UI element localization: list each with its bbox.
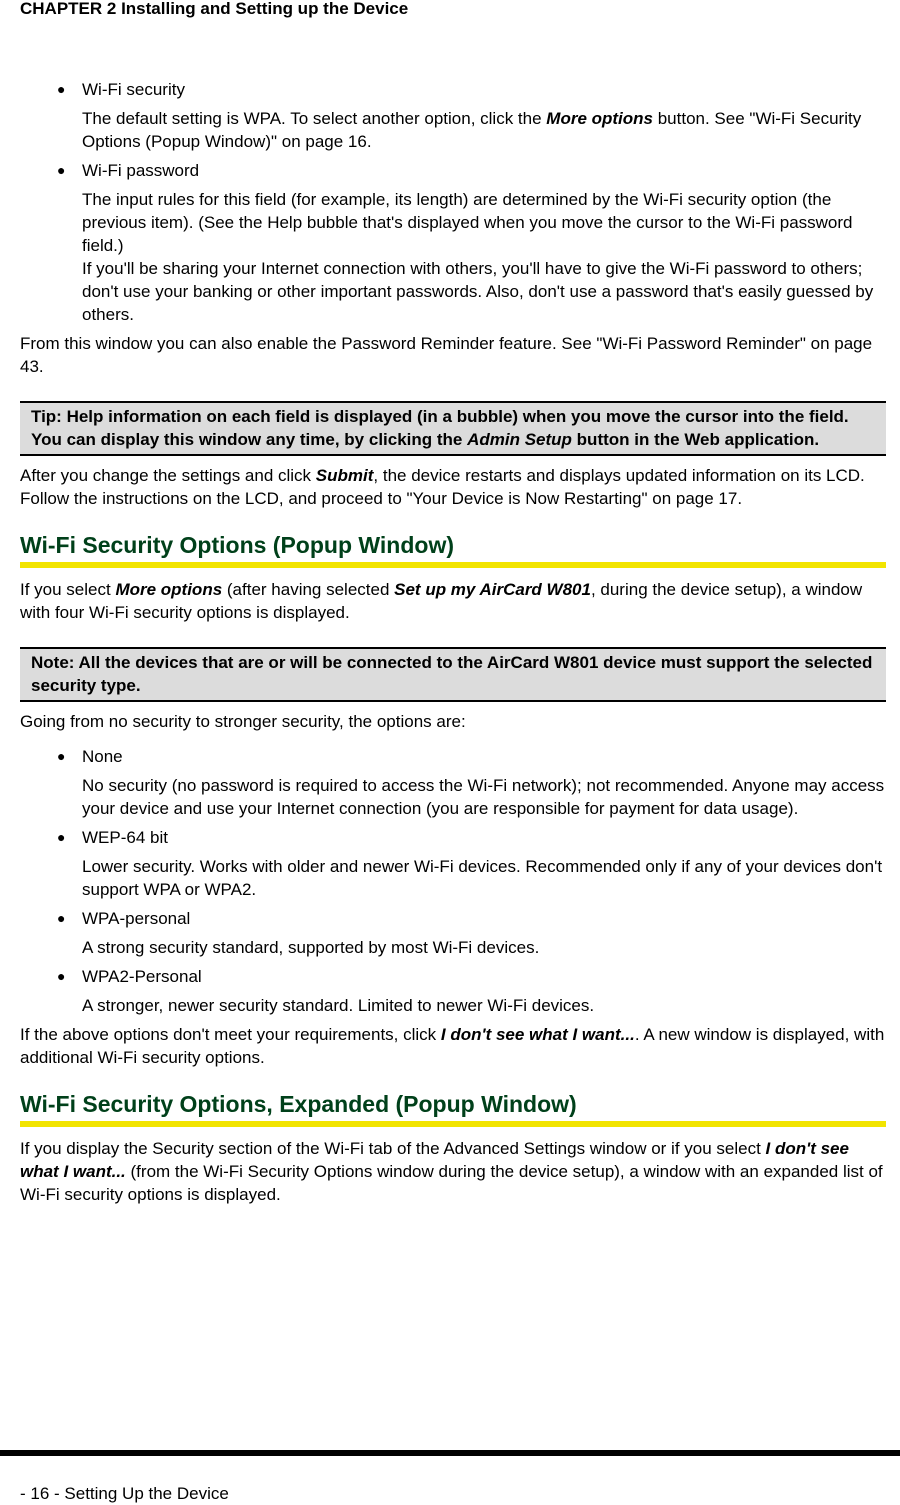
more-options-ref: More options <box>546 109 653 128</box>
tip-line-1: Tip: Help information on each field is displayed (in a bubble) when you move the cursor into the field. <box>31 407 849 426</box>
option-desc: No security (no password is required to access the Wi-Fi network); not recommended. Anyone may access your device and use your Internet connection (you are responsible for payment for data usage). <box>82 776 885 818</box>
going-paragraph: Going from no security to stronger security, the options are: <box>20 712 466 731</box>
tip-line-2: You can display this window any time, by clicking the Admin Setup button in the Web application. <box>31 430 820 449</box>
option-desc: A strong security standard, supported by most Wi-Fi devices. <box>82 938 540 957</box>
bullet-icon: ● <box>57 910 66 926</box>
list-item <box>20 907 886 959</box>
footer-divider <box>0 1450 900 1456</box>
list-item-title: Wi-Fi password <box>82 161 200 180</box>
bullet-icon: ● <box>57 162 66 178</box>
note-box <box>20 647 886 702</box>
tip-box <box>20 401 886 456</box>
option-title: WPA2-Personal <box>82 967 202 986</box>
field-list <box>20 78 886 326</box>
option-title: None <box>82 747 123 766</box>
page-content <box>20 78 886 1218</box>
list-item <box>20 159 886 326</box>
list-item-desc: The default setting is WPA. To select another option, click the More options button. See "Wi-Fi Security Options (Popup Window)" on page 16. <box>82 109 862 151</box>
security-options-list <box>20 745 886 1017</box>
section1-intro: If you select More options (after having selected Set up my AirCard W801, during the device setup), a window with four Wi-Fi security options is displayed. <box>20 580 863 622</box>
submit-paragraph: After you change the settings and click Submit, the device restarts and displays updated information on its LCD. Follow the instructions on the LCD, and proceed to "Your Device is Now Restarting" on page 17. <box>20 466 865 508</box>
list-item <box>20 745 886 820</box>
option-title: WPA-personal <box>82 909 191 928</box>
list-item-title: Wi-Fi security <box>82 80 185 99</box>
option-desc: A stronger, newer security standard. Limited to newer Wi-Fi devices. <box>82 996 595 1015</box>
section2-intro: If you display the Security section of the Wi-Fi tab of the Advanced Settings window or if you select I don't see what I want... (from the Wi-Fi Security Options window during the device setup), a window with an expanded list of Wi-Fi security options is displayed. <box>20 1139 883 1204</box>
bullet-icon: ● <box>57 748 66 764</box>
section-title-expanded-options: Wi-Fi Security Options, Expanded (Popup Window) <box>20 1089 886 1127</box>
list-item <box>20 965 886 1017</box>
list-item <box>20 826 886 901</box>
bullet-icon: ● <box>57 81 66 97</box>
option-desc: Lower security. Works with older and newer Wi-Fi devices. Recommended only if any of your devices don't support WPA or WPA2. <box>82 857 883 899</box>
list-item-desc: The input rules for this field (for example, its length) are determined by the Wi-Fi security option (the previous item). (See the Help bubble that's displayed when you move the cursor to the Wi-Fi password field.) If you'll be sharing your Internet connection with others, you'll have to give the Wi-Fi password to others; don't use your banking or other important passwords. Also, don't use a password that's easily guessed by others. <box>82 190 874 324</box>
reminder-paragraph: From this window you can also enable the Password Reminder feature. See "Wi-Fi Password Reminder" on page 43. <box>20 334 873 376</box>
page-footer: - 16 - Setting Up the Device <box>20 1484 229 1503</box>
option-title: WEP-64 bit <box>82 828 168 847</box>
bullet-icon: ● <box>57 968 66 984</box>
bullet-icon: ● <box>57 829 66 845</box>
chapter-header: CHAPTER 2 Installing and Setting up the Device <box>20 0 409 18</box>
list-item <box>20 78 886 153</box>
note-text: Note: All the devices that are or will be connected to the AirCard W801 device must support the selected security type. <box>31 653 873 695</box>
section-title-security-options: Wi-Fi Security Options (Popup Window) <box>20 530 886 568</box>
dont-see-paragraph: If the above options don't meet your requirements, click I don't see what I want.... A new window is displayed, with additional Wi-Fi security options. <box>20 1025 885 1067</box>
